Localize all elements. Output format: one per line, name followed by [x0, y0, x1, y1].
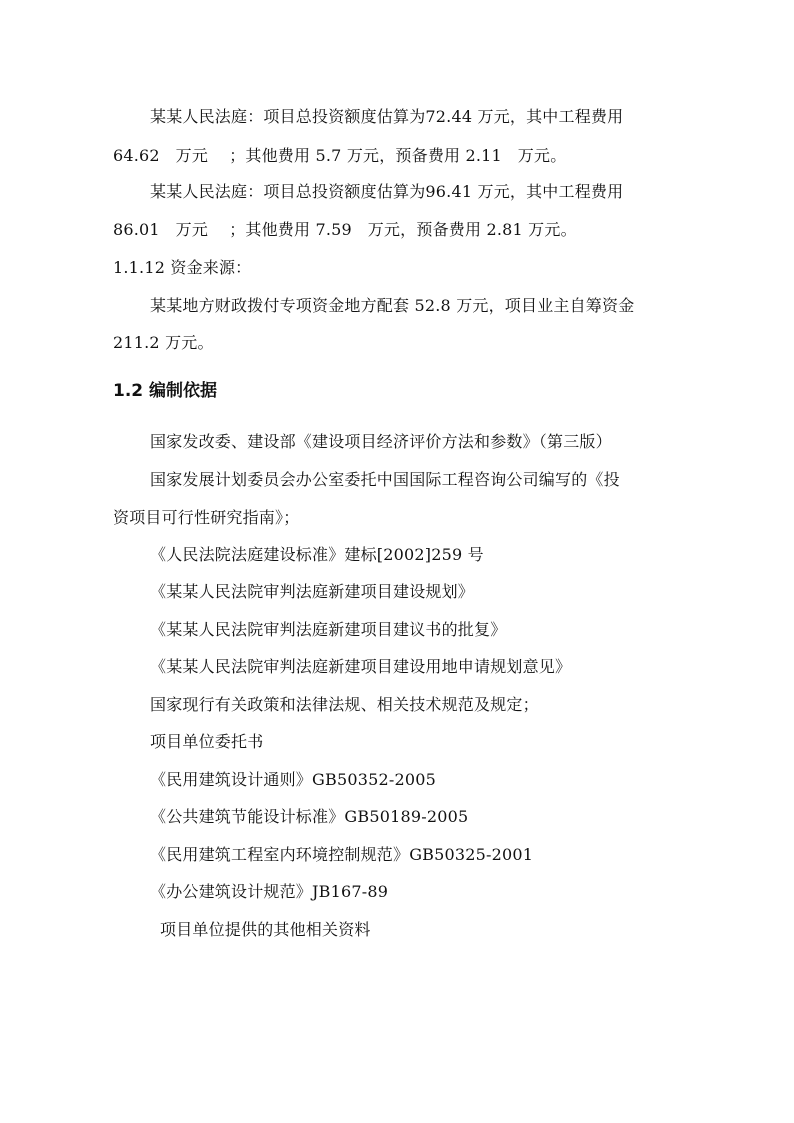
- reference-item: 《人民法院法庭建设标准》建标[2002]259 号: [150, 545, 484, 564]
- reference-item: 《民用建筑工程室内环境控制规范》GB50325-2001: [150, 845, 534, 864]
- reference-item: 国家现行有关政策和法律法规、相关技术规范及规定；: [150, 695, 539, 714]
- reference-item: 《办公建筑设计规范》JB167-89: [150, 882, 389, 901]
- reference-item: 国家发改委、建设部《建设项目经济评价方法和参数》（第三版）: [150, 432, 612, 451]
- section-heading: 1.2 编制依据: [113, 381, 218, 401]
- reference-item: 《公共建筑节能设计标准》GB50189-2005: [150, 807, 469, 826]
- section-subtitle: 1.1.12 资金来源：: [113, 258, 252, 277]
- paragraph-line: 211.2 万元。: [113, 333, 214, 352]
- reference-item: 《某某人民法院审判法庭新建项目建设规划》: [150, 582, 475, 601]
- paragraph-line: 某某地方财政拨付专项资金地方配套 52.8 万元，项目业主自筹资金: [150, 296, 635, 315]
- reference-item: 项目单位提供的其他相关资料: [160, 920, 371, 939]
- paragraph-line: 64.62 万元 ；其他费用 5.7 万元，预备费用 2.11 万元。: [113, 146, 567, 165]
- paragraph-line: 86.01 万元 ；其他费用 7.59 万元，预备费用 2.81 万元。: [113, 220, 577, 239]
- paragraph-line: 某某人民法庭：项目总投资额度估算为96.41 万元，其中工程费用: [150, 182, 624, 201]
- reference-item: 资项目可行性研究指南》；: [113, 508, 300, 527]
- reference-item: 《某某人民法院审判法庭新建项目建议书的批复》: [150, 620, 507, 639]
- reference-item: 《某某人民法院审判法庭新建项目建设用地申请规划意见》: [150, 657, 572, 676]
- paragraph-line: 某某人民法庭：项目总投资额度估算为72.44 万元，其中工程费用: [150, 107, 624, 126]
- reference-item: 国家发展计划委员会办公室委托中国国际工程咨询公司编写的《投: [150, 470, 620, 489]
- reference-item: 项目单位委托书: [150, 732, 264, 751]
- reference-item: 《民用建筑设计通则》GB50352-2005: [150, 770, 436, 789]
